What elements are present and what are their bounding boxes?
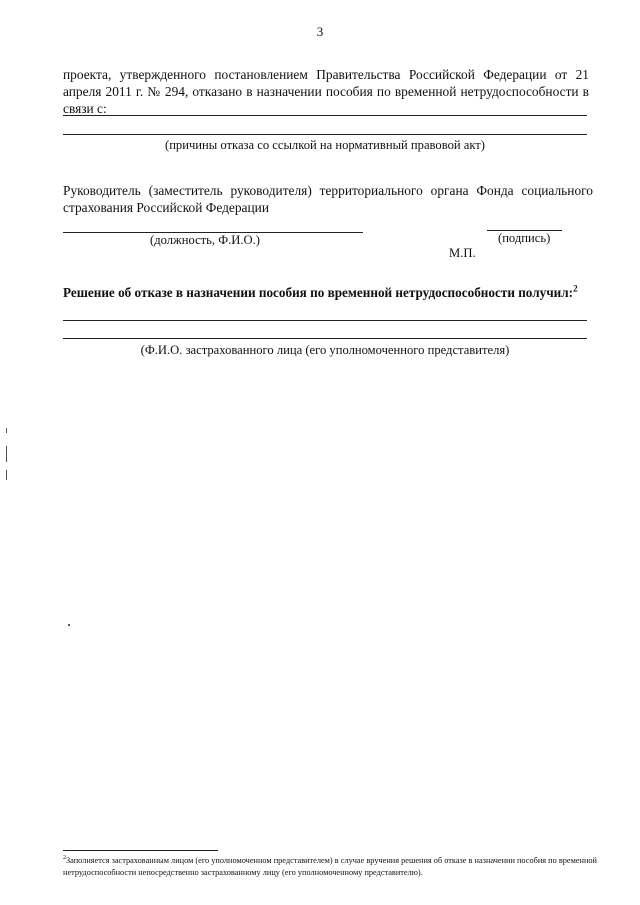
head-paragraph: Руководитель (заместитель руководителя) территориального органа Фонда социального страхования Российской Федерации xyxy=(63,183,593,215)
footnote-text: Заполняется застрахованным лицом (его уполномоченном представителем) в случае вручения решения об отказе в назначении пособия по временной нетрудоспособности непосредственно застрахованному лицу (его уполномоченному представителю). xyxy=(63,856,597,877)
recipient-line-2 xyxy=(63,338,587,339)
stamp-label: М.П. xyxy=(449,246,476,260)
decision-received-text: Решение об отказе в назначении пособия по временной нетрудоспособности получил: xyxy=(63,285,574,300)
intro-paragraph: проекта, утвержденного постановлением Правительства Российской Федерации от 21 апреля 2011 г. № 294, отказано в назначении пособия по временной нетрудоспособности в связи с: xyxy=(63,67,589,116)
refusal-reason-line-2 xyxy=(63,134,587,135)
footnote xyxy=(63,855,597,879)
decision-received-label xyxy=(63,285,578,301)
footnote-separator xyxy=(63,850,218,851)
recipient-caption: (Ф.И.О. застрахованного лица (его уполномоченного представителя) xyxy=(140,343,510,357)
footnote-reference: 2 xyxy=(573,283,578,294)
position-name-caption: (должность, Ф.И.О.) xyxy=(150,233,260,247)
scan-artifact xyxy=(6,470,7,480)
scan-artifact xyxy=(6,428,7,433)
refusal-reason-line-1 xyxy=(63,115,587,116)
footnote-marker: 2 xyxy=(63,855,66,862)
scan-artifact xyxy=(68,624,70,626)
scan-artifact xyxy=(6,446,7,462)
signature-caption: (подпись) xyxy=(498,231,551,245)
recipient-line-1 xyxy=(63,320,587,321)
refusal-reason-caption: (причины отказа со ссылкой на нормативный правовой акт) xyxy=(165,138,485,152)
page-number: 3 xyxy=(316,24,324,39)
